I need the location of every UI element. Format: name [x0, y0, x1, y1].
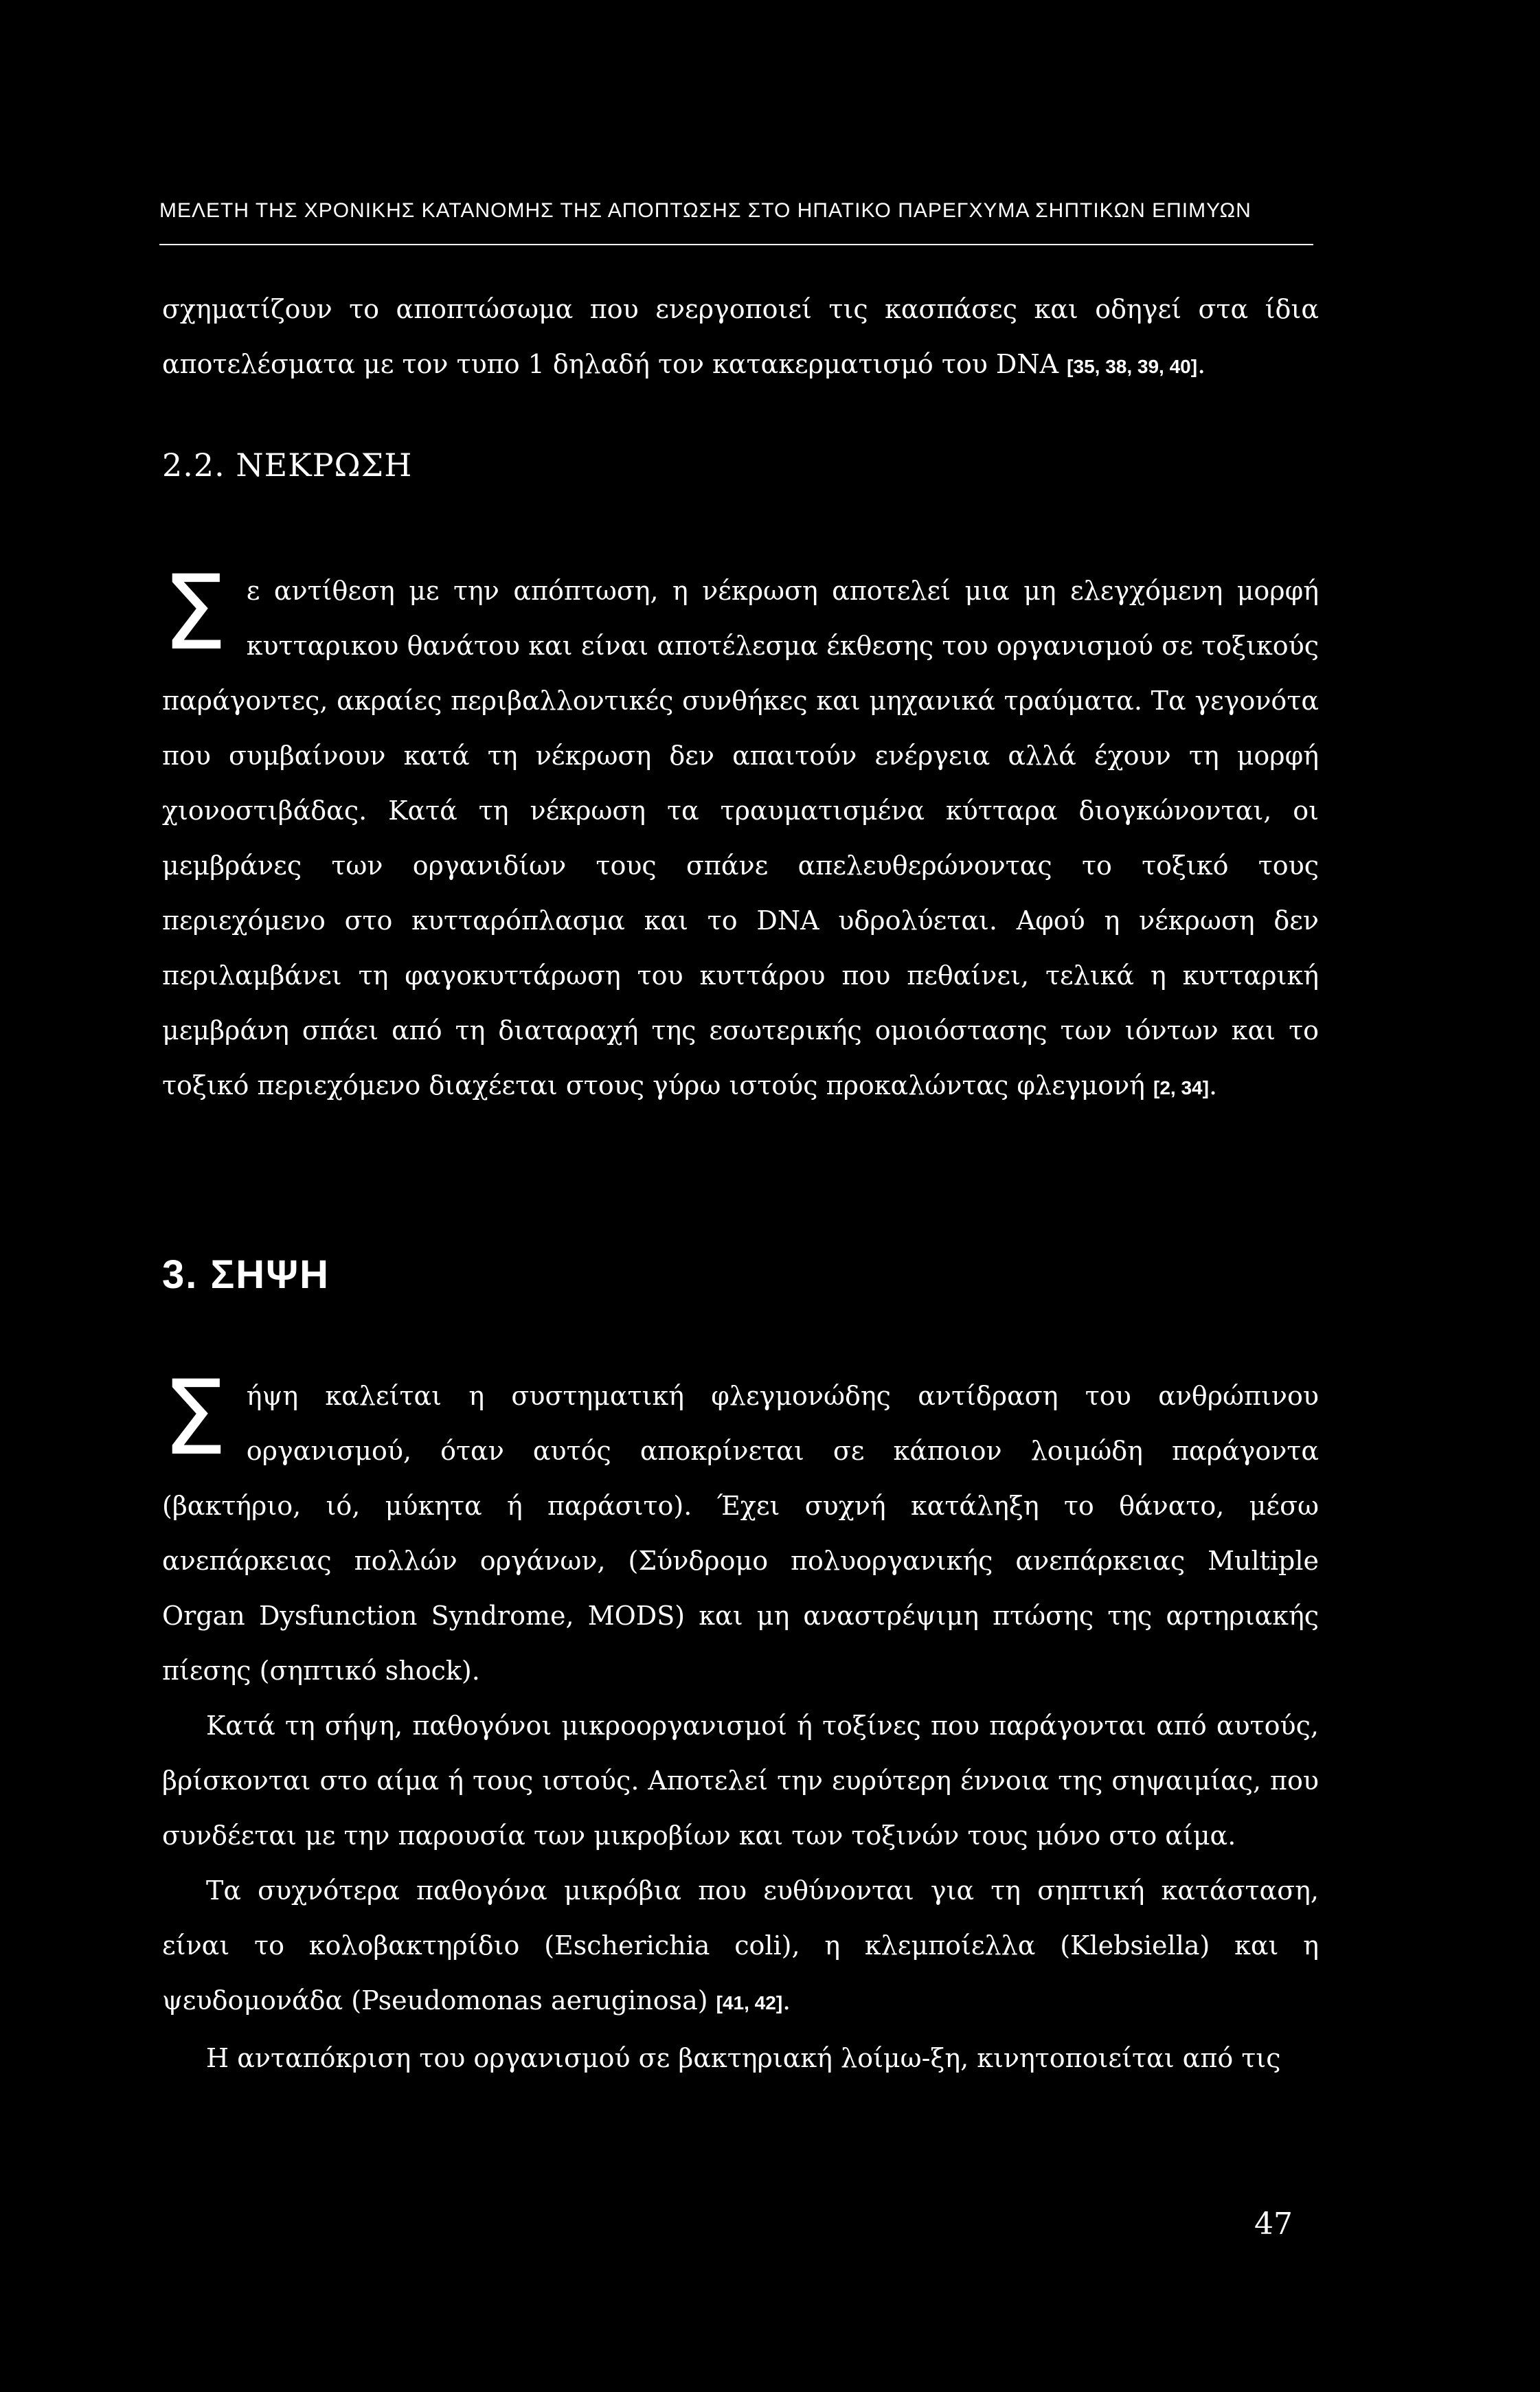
- intro-paragraph: σχηματίζουν το αποπτώσωμα που ενεργοποιεί τις κασπάσες και οδηγεί στα ίδια αποτελέσματα με τον τυπο 1 δηλαδή τον κατακερματισμό του DNA [35, 38, 39, 40].: [162, 294, 1319, 379]
- sepsis-paragraph-3: Τα συχνότερα παθογόνα μικρόβια που ευθύνονται για τη σηπτική κατάσταση, είναι το κολοβακτηρίδιο (Escherichia coli), η κλεμποίελλα (Klebsiella) και η ψευδομονάδα (Pseudomonas aeruginosa) [41, 42].: [162, 1875, 1319, 2016]
- citation: [41, 42]: [716, 1992, 783, 2013]
- drop-cap: Σ: [162, 1359, 227, 1478]
- citation: [2, 34]: [1153, 1077, 1209, 1098]
- sepsis-paragraph-1: ήψη καλείται η συστηματική φλεγμονώδης αντίδραση του ανθρώπινου οργανισμού, όταν αυτός αποκρίνεται σε κάποιον λοιμώδη παράγοντα (βακτήριο, ιό, μύκητα ή παράσιτο). Έχει συχνή κατάληξη το θάνατο, μέσω ανεπάρκειας πολλών οργάνων, (Σύνδρομο πολυοργανικής ανεπάρκειας Multiple Organ Dysfunction Syndrome, MODS) και μη αναστρέψιμη πτώσης της αρτηριακής πίεσης (σηπτικό shock).: [162, 1381, 1319, 1686]
- section-heading-sepsis: 3. ΣΗΨΗ: [162, 1252, 330, 1297]
- running-head: ΜΕΛΕΤΗ ΤΗΣ ΧΡΟΝΙΚΗΣ ΚΑΤΑΝΟΜΗΣ ΤΗΣ ΑΠΟΠΤΩΣΗΣ ΣΤΟ ΗΠΑΤΙΚΟ ΠΑΡΕΓΧΥΜΑ ΣΗΠΤΙΚΩΝ ΕΠΙΜΥΩΝ: [159, 199, 1252, 222]
- citation: [35, 38, 39, 40]: [1067, 356, 1198, 377]
- intro-text: σχηματίζουν το αποπτώσωμα που ενεργοποιεί τις κασπάσες και οδηγεί στα ίδια αποτελέσματα με τον τυπο 1 δηλαδή τον κατακερματισμό του DNA: [162, 294, 1319, 379]
- header-rule: [159, 244, 1313, 245]
- sepsis-paragraph-2: Κατά τη σήψη, παθογόνοι μικροοργανισμοί ή τοξίνες που παράγονται από αυτούς, βρίσκονται στο αίμα ή τους ιστούς. Αποτελεί την ευρύτερη έννοια της σηψαιμίας, που συνδέεται με την παρουσία των μικροβίων και των τοξινών τους μόνο στο αίμα.: [162, 1711, 1319, 1851]
- section-heading-necrosis: 2.2. ΝΕΚΡΩΣΗ: [162, 447, 413, 484]
- page-number: 47: [1254, 2207, 1293, 2242]
- drop-cap: Σ: [162, 554, 227, 673]
- necrosis-paragraph: Σε αντίθεση με την απόπτωση, η νέκρωση αποτελεί μια μη ελεγχόμενη μορφή κυτταρικου θανάτου και είναι αποτέλεσμα έκθεσης του οργανισμού σε τοξικούς παράγοντες, ακραίες περιβαλλοντικές συνθήκες και μηχανικά τραύματα. Τα γεγονότα που συμβαίνουν κατά τη νέκρωση δεν απαιτούν ενέργεια αλλά έχουν τη μορφή χιονοστιβάδας. Κατά τη νέκρωση τα τραυματισμένα κύτταρα διογκώνονται, οι μεμβράνες των οργανιδίων τους σπάνε απελευθερώνοντας το τοξικό τους περιεχόμενο στο κυτταρόπλασμα και το DNA υδρολύεται. Αφού η νέκρωση δεν περιλαμβάνει τη φαγοκυττάρωση του κυττάρου που πεθαίνει, τελικά η κυτταρική μεμβράνη σπάει από τη διαταραχή της εσωτερικής ομοιόστασης των ιόντων και το τοξικό περιεχόμενο διαχέεται στους γύρω ιστούς προκαλώντας φλεγμονή [2, 34].: [162, 554, 1319, 1101]
- necrosis-text: ε αντίθεση με την απόπτωση, η νέκρωση αποτελεί μια μη ελεγχόμενη μορφή κυτταρικου θανάτου και είναι αποτέλεσμα έκθεσης του οργανισμού σε τοξικούς παράγοντες, ακραίες περιβαλλοντικές συνθήκες και μηχανικά τραύματα. Τα γεγονότα που συμβαίνουν κατά τη νέκρωση δεν απαιτούν ενέργεια αλλά έχουν τη μορφή χιονοστιβάδας. Κατά τη νέκρωση τα τραυματισμένα κύτταρα διογκώνονται, οι μεμβράνες των οργανιδίων τους σπάνε απελευθερώνοντας το τοξικό τους περιεχόμενο στο κυτταρόπλασμα και το DNA υδρολύεται. Αφού η νέκρωση δεν περιλαμβάνει τη φαγοκυττάρωση του κυττάρου που πεθαίνει, τελικά η κυτταρική μεμβράνη σπάει από τη διαταραχή της εσωτερικής ομοιόστασης των ιόντων και το τοξικό περιεχόμενο διαχέεται στους γύρω ιστούς προκαλώντας φλεγμονή: [162, 576, 1319, 1101]
- sepsis-paragraph-4: Η ανταπόκριση του οργανισμού σε βακτηριακή λοίμω-ξη, κινητοποιείται από τις: [206, 2043, 1281, 2073]
- sepsis-body: [162, 1359, 1319, 2086]
